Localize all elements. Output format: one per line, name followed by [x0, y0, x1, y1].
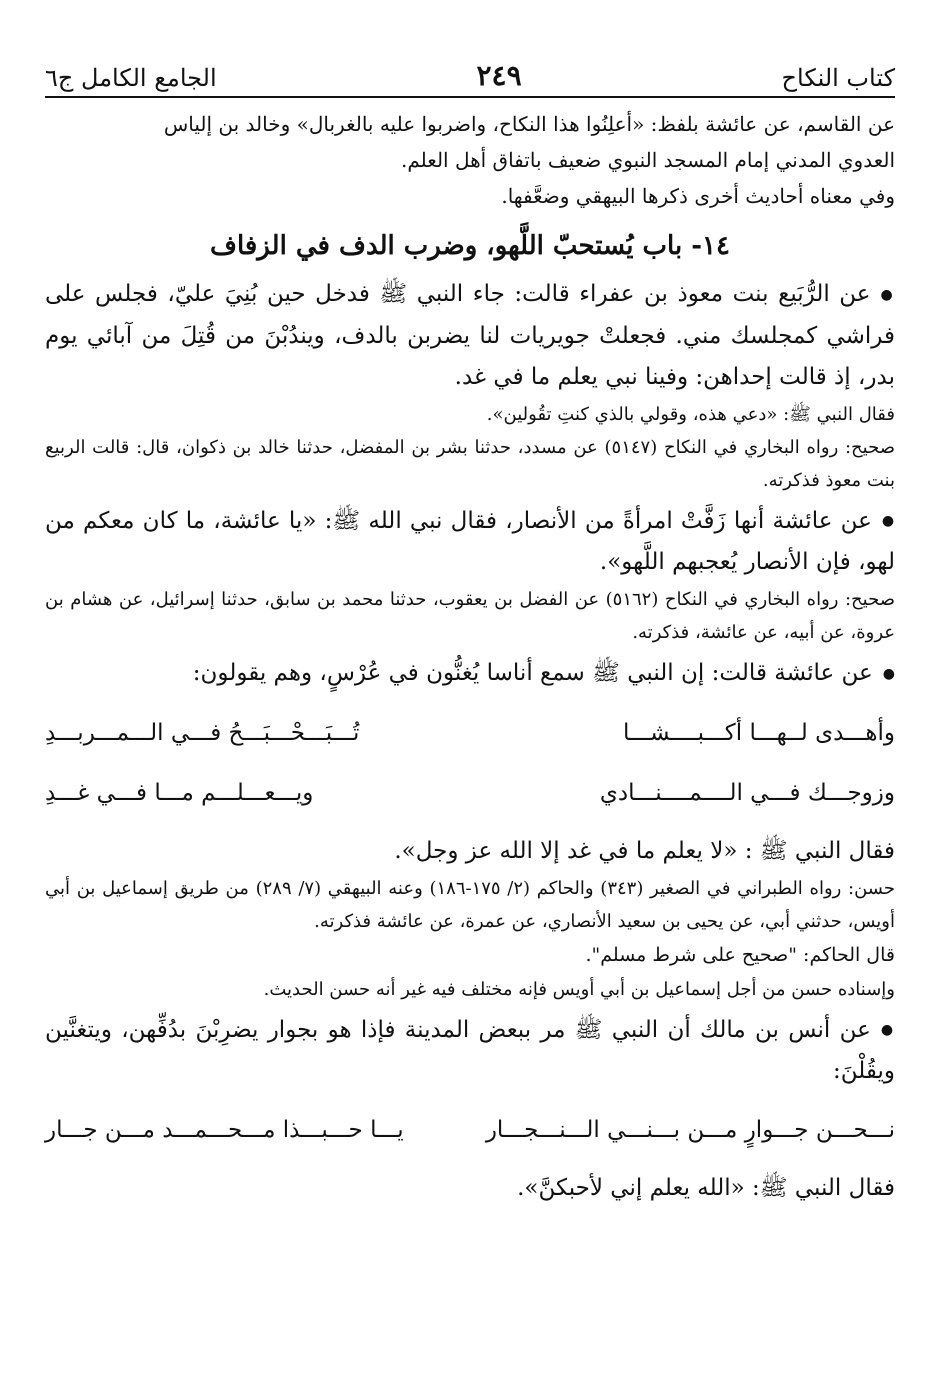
hadith-2-text: ● عن عائشة أنها زَفَّتْ امرأةً من الأنصار، فقال نبي الله ﷺ: «يا عائشة، ما كان معكم من لهو، فإن الأنصار يُعجبهم اللَّهو».: [45, 501, 895, 584]
verse-2-first-hemistich: وزوجـــك فـــي الــــمــــنـــادي: [599, 779, 895, 806]
book-page: [45, 50, 895, 1209]
running-header: [45, 50, 895, 98]
chapter-title: ١٤- باب يُستحبّ اللَّهو، وضرب الدف في الزفاف: [210, 231, 730, 261]
intro-line-2: العدوي المدني إمام المسجد النبوي ضعيف باتفاق أهل العلم.: [401, 148, 895, 172]
verse-3-first-hemistich: نـــحـــن جـــوارٍ مـــن بـــنـــي الـــنـــجـــار: [485, 1117, 895, 1143]
hadith-1-grading: صحيح: رواه البخاري في النكاح (٥١٤٧) عن مسدد، حدثنا بشر بن المفضل، حدثنا خالد بن ذكوان، قال: قالت الربيع بنت معوذ فذكرته.: [45, 436, 896, 491]
poem-verse-2: [45, 771, 895, 815]
hadith-1-quote: فقال النبي ﷺ: «دعي هذه، وقولي بالذي كنتِ تقُولين».: [486, 403, 895, 425]
verse-1-second-hemistich: تُـــبَـــحْـــبَـــحُ فـــي الـــمـــربـــدِ: [45, 719, 360, 746]
verse-1-first-hemistich: وأهـــدى لــهـــا أكـــبــــشـــا: [622, 719, 895, 746]
hakim-statement: قال الحاكم: "صحيح على شرط مسلم".: [585, 943, 895, 966]
verse-3-second-hemistich: يـــا حـــبـــذا مـــحـــمـــد مـــن جـــار: [45, 1117, 404, 1143]
isnad-note: وإسناده حسن من أجل إسماعيل بن أبي أويس فإنه مختلف فيه غير أنه حسن الحديث.: [263, 978, 895, 1000]
series-title: الجامع الكامل ج٦: [45, 64, 217, 92]
hadith-4-quote: فقال النبي ﷺ: «الله يعلم إني لأحبكنَّ».: [517, 1175, 895, 1201]
hadith-1-text: ● عن الرُّبَيع بنت معوذ بن عفراء قالت: جاء النبي ﷺ فدخل حين بُنِيَ عليّ، فجلس على فراشي كمجلسك مني. فجعلتْ جويريات لنا يضربن بالدف، ويندُبْنَ من قُتِلَ من آبائي يوم بدر، إذ قالت إحداهن: وفينا نبي يعلم ما في غد.: [45, 274, 895, 398]
intro-line-3: وفي معناه أحاديث أخرى ذكرها البيهقي وضعَّفها.: [501, 184, 895, 208]
hadith-3-grading: حسن: رواه الطبراني في الصغير (٣٤٣) والحاكم (٢/ ١٧٥-١٨٦) وعنه البيهقي (٧/ ٢٨٩) من طريق إسماعيل بن أبي أويس، حدثني أبي، عن يحيى بن سعيد الأنصاري، عن عمرة، عن عائشة فذكرته.: [45, 877, 895, 932]
intro-section: [45, 106, 895, 214]
hadith-4-text: ● عن أنس بن مالك أن النبي ﷺ مر ببعض المدينة فإذا هو بجوار يضرِبْنَ بدُفِّهن، ويتغنَّين ويقُلْنَ:: [45, 1010, 895, 1093]
hadith-3-quote: فقال النبي ﷺ : «لا يعلم ما في غد إلا الله عز وجل».: [394, 837, 895, 864]
poem-verse-1: [45, 711, 895, 755]
hadith-3-text: ● عن عائشة قالت: إن النبي ﷺ سمع أناسا يُغنُّون في عُرْسٍ، وهم يقولون:: [45, 653, 895, 695]
poem-verse-3: [45, 1108, 895, 1152]
page-number: ٢٤٩: [476, 59, 522, 92]
hadith-2-grading: صحيح: رواه البخاري في النكاح (٥١٦٢) عن الفضل بن يعقوب، حدثنا محمد بن سابق، حدثنا إسرائيل، عن هشام بن عروة، عن أبيه، عن عائشة، فذكرته.: [45, 589, 895, 643]
intro-line-1: عن القاسم، عن عائشة بلفظ: «أعلِنُوا هذا النكاح، واضربوا عليه بالغربال» وخالد بن إلياس: [163, 112, 895, 136]
book-title: كتاب النكاح: [781, 64, 895, 92]
verse-2-second-hemistich: ويـــعـــلـــم مـــا فـــي غـــدِ: [45, 779, 314, 806]
